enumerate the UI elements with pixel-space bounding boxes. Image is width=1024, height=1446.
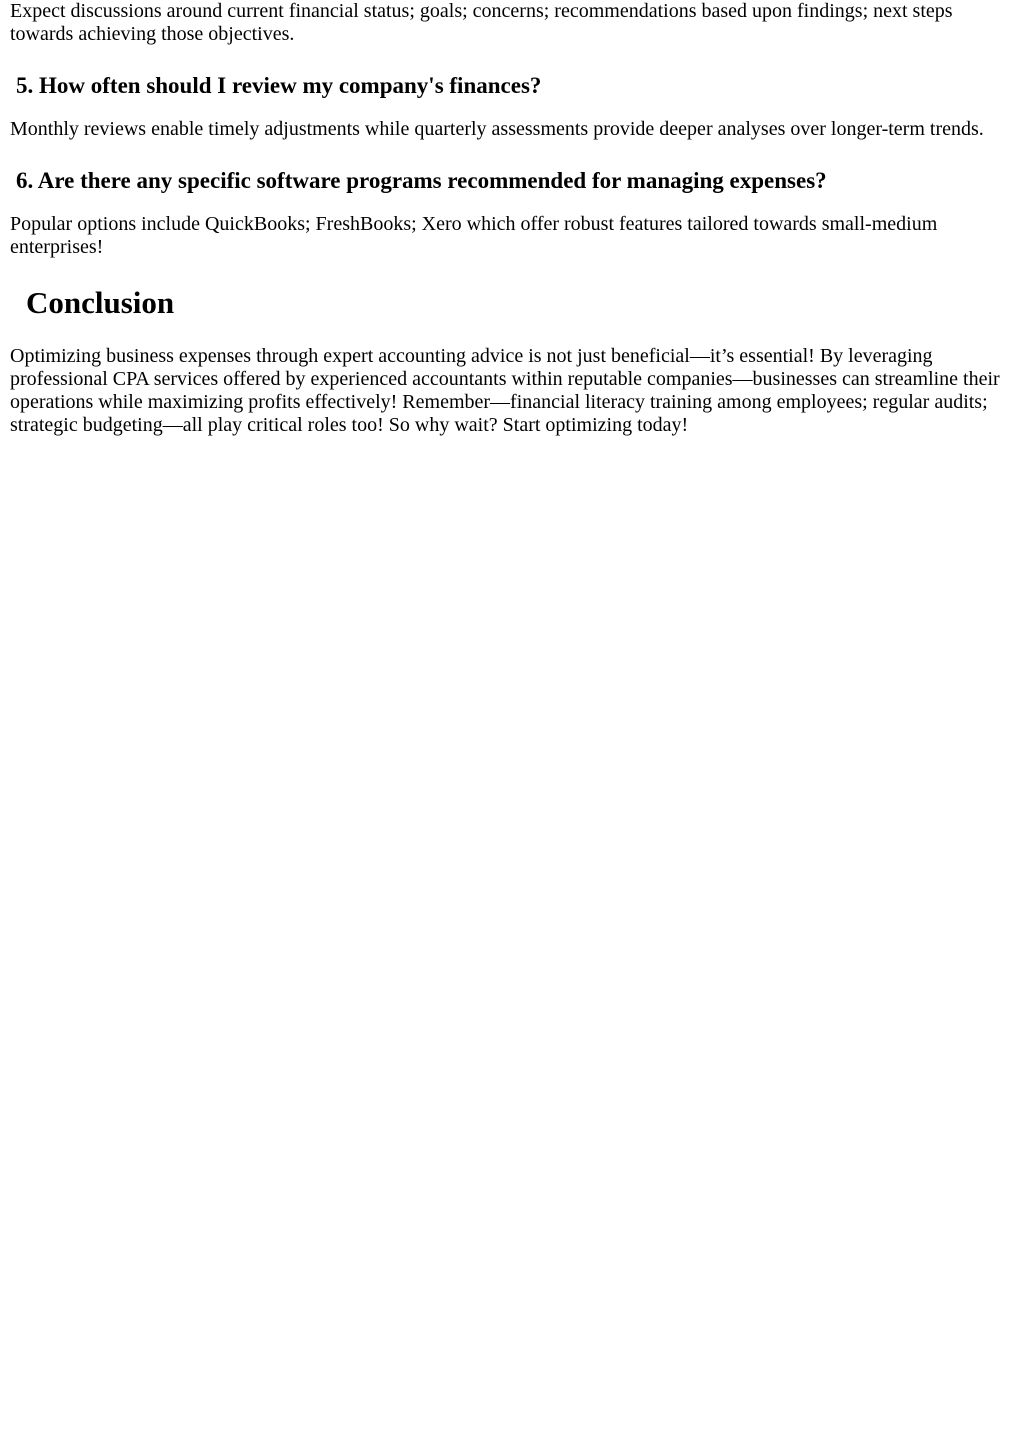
faq-answer-4: Expect discussions around current financial status; goals; concerns; recommendations based upon findings; next steps towards achieving those objectives.	[10, 0, 953, 45]
spacer	[10, 100, 1014, 118]
faq-question-5: 5. How often should I review my company's finances?	[16, 73, 542, 98]
spacer	[10, 321, 1014, 345]
spacer	[10, 259, 1014, 285]
faq-answer-5: Monthly reviews enable timely adjustments while quarterly assessments provide deeper analyses over longer-term trends.	[10, 118, 984, 140]
spacer	[10, 46, 1014, 72]
conclusion-body: Optimizing business expenses through expert accounting advice is not just beneficial—it’s essential! By leveraging professional CPA services offered by experienced accountants within reputable companies—businesses can streamline their operations while maximizing profits effectively! Remember—financial literacy training among employees; regular audits; strategic budgeting—all play critical roles too! So why wait? Start optimizing today!	[10, 345, 1000, 436]
spacer	[10, 141, 1014, 167]
faq-answer-6: Popular options include QuickBooks; FreshBooks; Xero which offer robust features tailored towards small-medium enterprises!	[10, 213, 938, 258]
spacer	[10, 195, 1014, 213]
faq-question-6: 6. Are there any specific software programs recommended for managing expenses?	[16, 168, 827, 193]
conclusion-heading: Conclusion	[26, 285, 175, 320]
